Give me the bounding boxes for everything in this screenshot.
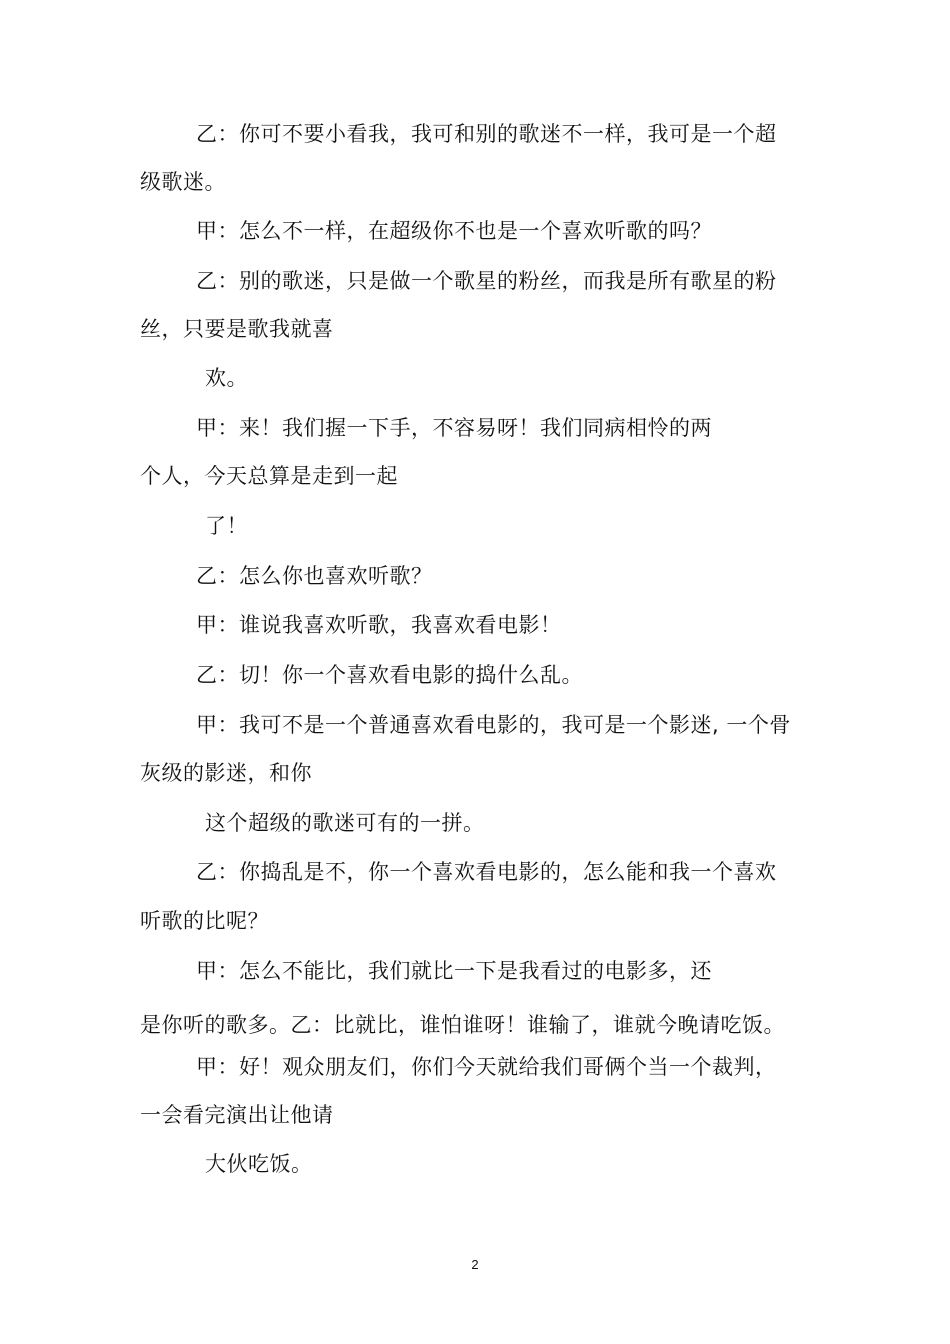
text-line: 乙：怎么你也喜欢听歌？ [196,564,433,588]
text-line: 甲：怎么不能比，我们就比一下是我看过的电影多，还 [196,959,712,983]
text-line: 这个超级的歌迷可有的一拼。 [205,811,485,835]
text-line: 乙：你捣乱是不，你一个喜欢看电影的，怎么能和我一个喜欢 [196,860,777,884]
text-line: 乙：切！你一个喜欢看电影的捣什么乱。 [196,663,583,687]
page-number: 2 [471,1257,479,1272]
text-line: 了！ [205,514,248,538]
text-line: 灰级的影迷，和你 [140,761,312,785]
text-line: 甲：来！我们握一下手，不容易呀！我们同病相怜的两 [196,416,712,440]
text-line: 一会看完演出让他请 [140,1103,334,1127]
text-line: 大伙吃饭。 [205,1152,313,1176]
text-line: 个人，今天总算是走到一起 [140,464,398,488]
text-line: 乙：别的歌迷，只是做一个歌星的粉丝，而我是所有歌星的粉 [196,269,777,293]
text-line: 欢。 [205,366,248,390]
text-line: 级歌迷。 [140,170,226,194]
text-line: 是你听的歌多。乙：比就比，谁怕谁呀！谁输了，谁就今晚请吃饭。 [140,1013,785,1037]
text-line: 丝，只要是歌我就喜 [140,317,334,341]
text-line: 甲：我可不是一个普通喜欢看电影的，我可是一个影迷, 一个骨 [196,713,791,737]
text-line: 甲：好！观众朋友们，你们今天就给我们哥俩个当一个裁判， [196,1055,777,1079]
text-line: 乙：你可不要小看我，我可和别的歌迷不一样，我可是一个超 [196,122,777,146]
text-line: 甲：谁说我喜欢听歌，我喜欢看电影！ [196,613,562,637]
text-line: 听歌的比呢？ [140,909,269,933]
text-line: 甲：怎么不一样，在超级你不也是一个喜欢听歌的吗？ [196,219,712,243]
